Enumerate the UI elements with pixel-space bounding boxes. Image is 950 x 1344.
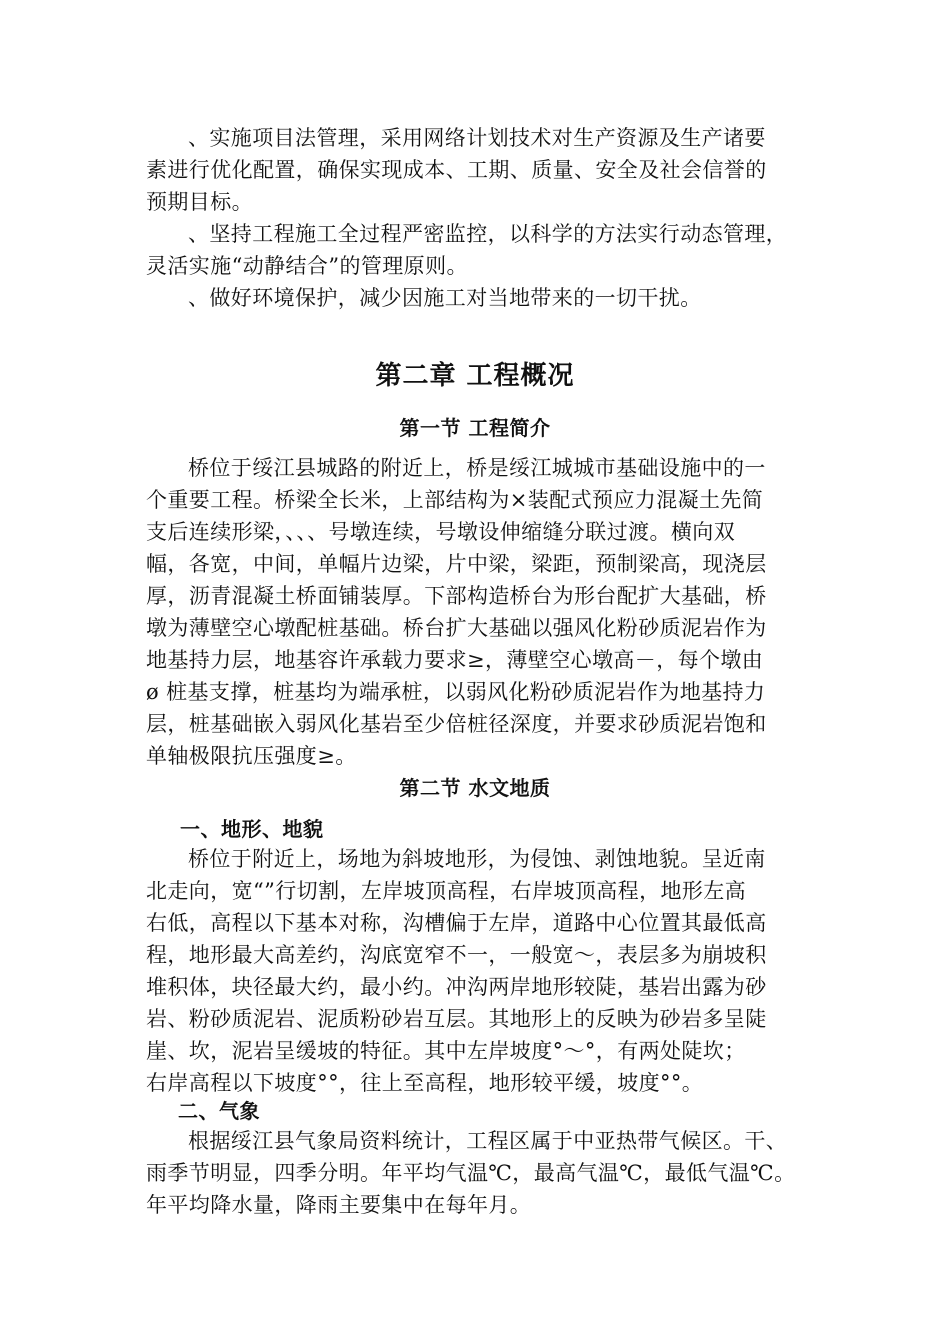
- chapter-title: 第二章 工程概况: [375, 361, 575, 391]
- text-line: 堆积体，块径最大约，最小约。冲沟两岸地形较陡，基岩出露为砂: [146, 975, 767, 999]
- text-line: 年平均降水量，降雨主要集中在每年月。: [146, 1193, 532, 1217]
- text-line: 程，地形最大高差约，沟底宽窄不一，一般宽～，表层多为崩坡积: [146, 943, 767, 967]
- subheading-terrain: 一、地形、地貌: [180, 817, 324, 841]
- text-line: 桥位于附近上，场地为斜坡地形，为侵蚀、剥蚀地貌。呈近南: [188, 847, 766, 871]
- text-line: 右岸高程以下坡度°°，往上至高程，地形较平缓，坡度°°。: [146, 1071, 704, 1095]
- section-overview-paragraph: [146, 452, 810, 772]
- text-line: 层，桩基础嵌入弱风化基岩至少倍桩径深度，并要求砂质泥岩饱和: [146, 712, 767, 736]
- text-line: 素进行优化配置，确保实现成本、工期、质量、安全及社会信誉的: [146, 158, 767, 182]
- text-line: 北走向，宽“”行切割，左岸坡顶高程，右岸坡顶高程，地形左高: [146, 879, 747, 903]
- text-line: 、坚持工程施工全过程严密监控，以科学的方法实行动态管理，: [188, 222, 788, 246]
- text-line: 幅，各宽，中间，单幅片边梁，片中梁，梁距，预制梁高，现浇层: [146, 552, 767, 576]
- text-line: 桥位于绥江县城路的附近上，桥是绥江城城市基础设施中的一: [188, 456, 766, 480]
- text-line: 雨季节明显，四季分明。年平均气温℃，最高气温℃，最低气温℃。: [146, 1161, 796, 1185]
- text-line: 、做好环境保护，减少因施工对当地带来的一切干扰。: [188, 286, 702, 310]
- text-line: 个重要工程。桥梁全长米，上部结构为×装配式预应力混凝土先简: [146, 488, 764, 512]
- intro-item-2: [146, 218, 810, 282]
- intro-item-1: [146, 122, 810, 218]
- text-line: 、实施项目法管理，采用网络计划技术对生产资源及生产诸要: [188, 126, 766, 150]
- text-line: 根据绥江县气象局资料统计，工程区属于中亚热带气候区。干、: [188, 1129, 788, 1153]
- intro-item-3: [146, 282, 810, 314]
- section-title-overview: 第一节 工程简介: [399, 416, 551, 440]
- text-line: 单轴极限抗压强度≥。: [146, 744, 357, 768]
- text-line: 预期目标。: [146, 190, 253, 214]
- text-line: 支后连续形梁，、、、号墩连续，号墩设伸缩缝分联过渡。横向双: [146, 520, 736, 544]
- text-line: 地基持力层，地基容许承载力要求≥，薄壁空心墩高－，每个墩由: [146, 648, 764, 672]
- text-line: 灵活实施“动静结合”的管理原则。: [146, 254, 468, 278]
- text-line: ø 桩基支撑，桩基均为端承桩，以弱风化粉砂质泥岩作为地基持力: [146, 680, 766, 704]
- text-line: 岩、粉砂质泥岩、泥质粉砂岩互层。其地形上的反映为砂岩多呈陡: [146, 1007, 767, 1031]
- text-line: 右低，高程以下基本对称，沟槽偏于左岸，道路中心位置其最低高: [146, 911, 767, 935]
- terrain-paragraph: [146, 843, 810, 1099]
- text-line: 墩为薄壁空心墩配桩基础。桥台扩大基础以强风化粉砂质泥岩作为: [146, 616, 767, 640]
- subheading-weather: 二、气象: [178, 1099, 260, 1123]
- text-line: 崖、坎，泥岩呈缓坡的特征。其中左岸坡度°～°，有两处陡坎；: [146, 1039, 746, 1063]
- text-line: 厚，沥青混凝土桥面铺装厚。下部构造桥台为形台配扩大基础，桥: [146, 584, 767, 608]
- weather-paragraph: [146, 1125, 810, 1221]
- section-title-hydrogeology: 第二节 水文地质: [399, 776, 551, 800]
